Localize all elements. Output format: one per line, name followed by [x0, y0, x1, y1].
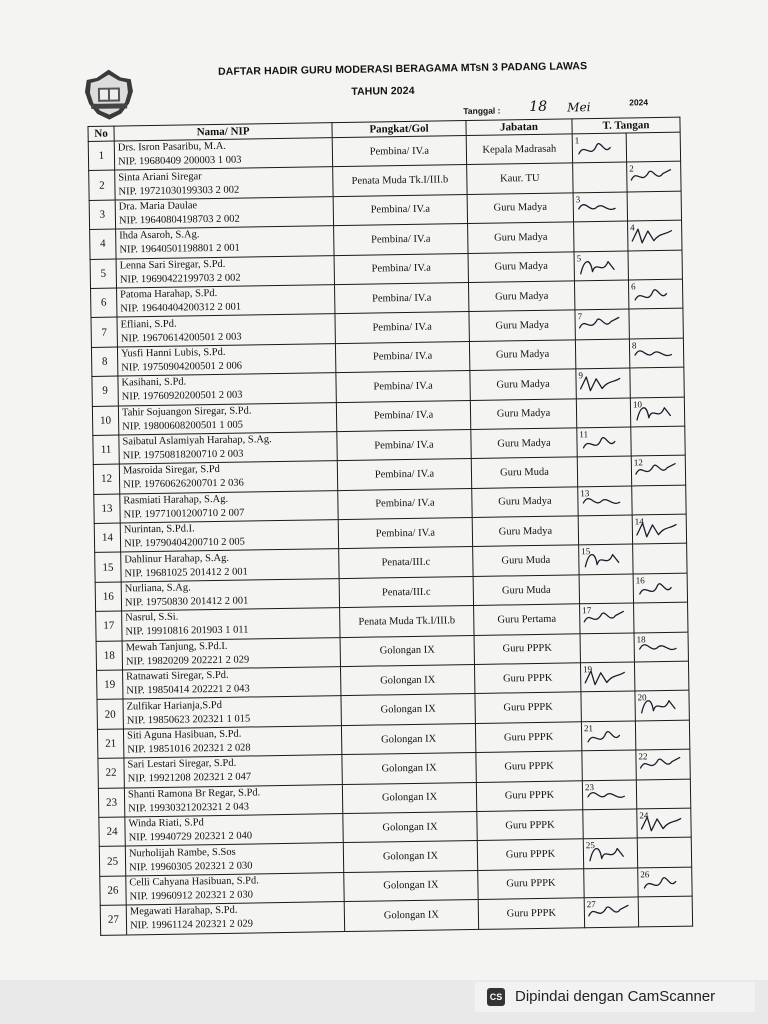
teacher-name: Saibatul Aslamiyah Harahap, S.Ag.: [122, 434, 272, 448]
signature-cell-right: [628, 279, 682, 309]
signature-number: 22: [638, 751, 648, 762]
name-nip-cell: [119, 432, 337, 465]
position-cell: Guru Muda: [473, 575, 579, 606]
teacher-nip: NIP. 19960912 202321 2 030: [129, 889, 254, 903]
handwritten-signature-icon: [585, 898, 638, 927]
signature-cell-right: [638, 896, 692, 926]
position-cell: Guru PPPK: [477, 839, 583, 870]
name-nip-cell: [121, 578, 339, 611]
signature-cell-right: [631, 426, 685, 456]
rank-cell: Golongan IX: [340, 635, 474, 666]
rank-cell: Pembina/ IV.a: [335, 341, 469, 372]
name-nip-cell: [114, 138, 332, 171]
signature-cell-right: [635, 691, 689, 721]
rank-cell: Pembina/ IV.a: [334, 253, 468, 284]
row-number: 14: [94, 523, 120, 553]
row-number: 19: [97, 670, 123, 700]
teacher-nip: NIP. 19961124 202321 2 029: [129, 918, 254, 932]
handwritten-signature-icon: [574, 192, 627, 221]
position-cell: Guru Muda: [473, 545, 579, 576]
row-number: 7: [91, 317, 117, 347]
handwritten-signature-icon: [577, 427, 630, 456]
handwritten-signature-icon: [580, 604, 633, 633]
teacher-name: Dahlinur Harahap, S.Ag.: [124, 552, 230, 566]
document-subtitle: TAHUN 2024: [351, 84, 415, 98]
teacher-nip: NIP. 19850623 202321 1 015: [126, 713, 251, 727]
teacher-name: Patoma Harahap, S.Pd.: [120, 288, 218, 301]
header-name-nip: Nama/ NIP: [114, 123, 332, 141]
teacher-nip: NIP. 19850414 202221 2 043: [126, 683, 250, 697]
signature-cell-left: [577, 427, 631, 457]
signature-cell-left: [573, 162, 627, 192]
teacher-name: Nurholijah Rambe, S.Sos: [128, 846, 236, 859]
date-month-handwritten: Mei: [567, 100, 591, 115]
document-title: DAFTAR HADIR GURU MODERASI BERAGAMA MTsN 3 PADANG LAWAS: [217, 60, 588, 78]
teacher-name: Celli Cahyana Hasibuan, S.Pd.: [129, 875, 259, 889]
position-cell: Guru PPPK: [476, 780, 582, 811]
signature-cell-left: [584, 868, 638, 898]
signature-number: 10: [632, 398, 642, 409]
handwritten-signature-icon: [583, 780, 636, 809]
name-nip-cell: [124, 755, 342, 788]
row-number: 21: [97, 729, 123, 759]
handwritten-signature-icon: [632, 456, 685, 485]
name-nip-cell: [118, 373, 336, 406]
row-number: 23: [98, 788, 124, 818]
signature-cell-left: [576, 368, 630, 398]
position-cell: Guru Madya: [472, 516, 578, 547]
date-label: Tanggal :: [463, 105, 501, 117]
signature-cell-right: [629, 309, 683, 339]
teacher-nip: NIP. 19771001200710 2 007: [123, 507, 245, 521]
signature-cell-left: [582, 750, 636, 780]
signature-number: 20: [637, 692, 647, 703]
signature-cell-left: [580, 662, 634, 692]
signature-cell-left: [577, 456, 631, 486]
teacher-nip: NIP. 19921208 202321 2 047: [127, 771, 252, 785]
handwritten-signature-icon: [573, 134, 626, 163]
signature-number: 7: [577, 311, 583, 322]
signature-cell-right: [633, 573, 687, 603]
handwritten-signature-icon: [629, 280, 682, 309]
signature-number: 11: [579, 429, 589, 440]
row-number: 4: [90, 229, 116, 259]
teacher-nip: NIP. 19960305 202321 2 030: [129, 860, 253, 873]
signature-cell-left: [580, 603, 634, 633]
handwritten-signature-icon: [627, 162, 680, 191]
row-number: 17: [96, 611, 122, 641]
signature-cell-left: [582, 780, 636, 810]
position-cell: Guru Madya: [470, 398, 576, 429]
scanner-text: Dipindai dengan CamScanner: [515, 988, 716, 1005]
rank-cell: Golongan IX: [341, 694, 475, 725]
name-nip-cell: [117, 343, 335, 376]
signature-cell-left: [573, 192, 627, 222]
signature-number: 9: [578, 370, 584, 381]
signature-cell-right: [631, 455, 685, 485]
row-number: 26: [100, 876, 126, 906]
signature-number: 23: [584, 781, 594, 792]
teacher-name: Mewah Tanjung, S.Pd.I.: [125, 640, 228, 654]
signature-cell-right: [634, 661, 688, 691]
signature-cell-right: [637, 808, 691, 838]
rank-cell: Pembina/ IV.a: [338, 488, 472, 519]
signature-number: 2: [629, 163, 634, 174]
teacher-nip: NIP. 19640804198703 2 002: [118, 213, 240, 227]
rank-cell: Golongan IX: [341, 723, 475, 754]
position-cell: Guru Madya: [467, 193, 573, 224]
rank-cell: Golongan IX: [344, 870, 478, 901]
signature-cell-left: [584, 897, 638, 927]
teacher-name: Ihda Asaroh, S.Ag.: [119, 229, 200, 242]
teacher-nip: NIP. 19680409 200003 1 003: [117, 154, 242, 168]
signature-cell-left: [575, 309, 629, 339]
signature-number: 19: [582, 664, 593, 675]
rank-cell: Pembina/ IV.a: [338, 518, 472, 549]
signature-number: 8: [631, 340, 637, 351]
signature-cell-left: [581, 691, 635, 721]
row-number: 22: [98, 758, 124, 788]
signature-cell-right: [628, 250, 682, 280]
signature-number: 15: [581, 546, 591, 557]
row-number: 9: [92, 376, 118, 406]
camscanner-icon: CS: [487, 988, 505, 1006]
signature-number: 25: [585, 840, 595, 851]
signature-cell-right: [630, 397, 684, 427]
signature-number: 4: [630, 222, 635, 233]
name-nip-cell: [122, 608, 340, 641]
rank-cell: Pembina/ IV.a: [335, 312, 469, 343]
signature-number: 5: [576, 252, 582, 263]
signature-cell-left: [583, 838, 637, 868]
signature-cell-left: [576, 398, 630, 428]
teacher-name: Nurintan, S.Pd.I.: [123, 523, 195, 536]
teacher-name: Drs. Isron Pasaribu, M.A.: [117, 141, 227, 154]
signature-cell-right: [632, 514, 686, 544]
name-nip-cell: [115, 196, 333, 229]
teacher-name: Efliani, S.Pd.: [120, 318, 177, 331]
signature-cell-right: [626, 132, 680, 162]
row-number: 6: [91, 288, 117, 318]
row-number: 20: [97, 699, 123, 729]
name-nip-cell: [121, 549, 339, 582]
teacher-name: Tahir Sojuangon Siregar, S.Pd.: [121, 405, 252, 419]
teacher-nip: NIP. 19690422199703 2 002: [119, 272, 241, 286]
signature-number: 17: [582, 605, 592, 616]
teacher-name: Kasihani, S.Pd.: [121, 376, 187, 389]
position-cell: Guru Madya: [468, 281, 574, 312]
position-cell: Guru Madya: [468, 222, 574, 253]
signature-cell-right: [630, 367, 684, 397]
signature-number: 3: [575, 194, 581, 205]
teacher-name: Yusfi Hanni Lubis, S.Pd.: [120, 346, 226, 360]
signature-cell-right: [636, 779, 690, 809]
rank-cell: Golongan IX: [343, 841, 477, 872]
handwritten-signature-icon: [631, 397, 684, 426]
signature-number: 26: [640, 869, 650, 880]
scanner-footer: [475, 982, 755, 1012]
handwritten-signature-icon: [579, 545, 632, 574]
signature-cell-left: [574, 251, 628, 281]
rank-cell: Pembina/ IV.a: [334, 224, 468, 255]
header-position: Jabatan: [466, 119, 572, 136]
rank-cell: Penata Muda Tk.I/III.b: [340, 606, 474, 637]
rank-cell: Golongan IX: [343, 811, 477, 842]
name-nip-cell: [122, 637, 340, 670]
position-cell: Guru Madya: [470, 369, 576, 400]
name-nip-cell: [125, 843, 343, 876]
position-cell: Guru Madya: [472, 487, 578, 518]
rank-cell: Golongan IX: [342, 782, 476, 813]
signature-cell-left: [578, 515, 632, 545]
teacher-nip: NIP. 19930321202321 2 043: [128, 801, 250, 815]
name-nip-cell: [118, 402, 336, 435]
name-nip-cell: [120, 520, 338, 553]
name-nip-cell: [120, 490, 338, 523]
name-nip-cell: [125, 814, 343, 847]
signature-number: 18: [636, 633, 646, 645]
handwritten-signature-icon: [638, 867, 691, 896]
rank-cell: Pembina/ IV.a: [336, 371, 470, 402]
position-cell: Guru Pertama: [474, 604, 580, 635]
handwritten-signature-icon: [636, 750, 689, 779]
name-nip-cell: [119, 461, 337, 494]
signature-cell-right: [627, 191, 681, 221]
row-number: 10: [92, 406, 118, 436]
teacher-nip: NIP. 19800608200501 1 005: [122, 419, 244, 433]
teacher-name: Masroida Siregar, S.Pd: [122, 464, 220, 477]
signature-cell-left: [578, 486, 632, 516]
signature-cell-right: [627, 162, 681, 192]
handwritten-signature-icon: [582, 721, 635, 750]
handwritten-signature-icon: [637, 809, 690, 838]
rank-cell: Pembina/ IV.a: [334, 282, 468, 313]
signature-number: 13: [580, 487, 590, 498]
teacher-nip: NIP. 19750904200501 2 006: [121, 360, 243, 374]
teacher-nip: NIP. 19750830 201412 2 001: [124, 595, 249, 609]
row-number: 15: [95, 552, 121, 582]
position-cell: Guru Madya: [469, 310, 575, 341]
signature-cell-left: [572, 133, 626, 163]
teacher-nip: NIP. 19670614200501 2 003: [120, 331, 242, 345]
teacher-name: Zulfikar Harianja,S.Pd: [126, 699, 223, 713]
signature-cell-left: [574, 221, 628, 251]
position-cell: Guru Muda: [471, 457, 577, 488]
teacher-name: Siti Aguna Hasibuan, S.Pd.: [126, 728, 242, 742]
position-cell: Kaur. TU: [467, 163, 573, 194]
teacher-name: Sinta Ariani Siregar: [118, 170, 202, 184]
name-nip-cell: [123, 696, 341, 729]
signature-cell-right: [629, 338, 683, 368]
position-cell: Guru Madya: [468, 251, 574, 282]
name-nip-cell: [117, 314, 335, 347]
row-number: 1: [88, 141, 114, 171]
signature-cell-right: [634, 632, 688, 662]
teacher-name: Winda Riati, S.Pd: [128, 817, 204, 830]
signature-cell-right: [633, 544, 687, 574]
handwritten-signature-icon: [576, 369, 629, 398]
signature-number: 24: [639, 810, 649, 821]
teacher-name: Nasrul, S.Si.: [125, 612, 179, 624]
rank-cell: Penata/III.c: [339, 576, 473, 607]
row-number: 3: [89, 200, 115, 230]
table-body: [88, 132, 692, 935]
signature-number: 1: [574, 135, 580, 146]
row-number: 16: [95, 582, 121, 612]
name-nip-cell: [126, 872, 344, 905]
name-nip-cell: [117, 285, 335, 318]
signature-cell-right: [635, 720, 689, 750]
name-nip-cell: [124, 784, 342, 817]
teacher-nip: NIP. 19721030199303 2 002: [118, 184, 240, 198]
name-nip-cell: [123, 725, 341, 758]
signature-cell-right: [638, 867, 692, 897]
name-nip-cell: [126, 902, 344, 935]
row-number: 18: [96, 641, 122, 671]
name-nip-cell: [116, 255, 334, 288]
date-year: 2024: [629, 97, 649, 108]
teacher-name: Megawati Harahap, S.Pd.: [129, 905, 238, 918]
teacher-name: Sari Lestari Siregar, S.Pd.: [127, 758, 237, 771]
rank-cell: Golongan IX: [342, 753, 476, 784]
handwritten-signature-icon: [628, 221, 681, 250]
header-rank: Pangkat/Gol: [332, 121, 466, 138]
signature-number: 16: [635, 575, 645, 586]
teacher-name: Lenna Sari Siregar, S.Pd.: [119, 258, 226, 272]
signature-cell-right: [632, 485, 686, 515]
rank-cell: Golongan IX: [340, 665, 474, 696]
signature-number: 14: [634, 516, 644, 527]
handwritten-signature-icon: [581, 663, 634, 692]
row-number: 27: [100, 905, 126, 935]
signature-cell-left: [581, 721, 635, 751]
teacher-nip: NIP. 19790404200710 2 005: [123, 536, 245, 550]
header-no: No: [88, 126, 114, 141]
signature-cell-left: [580, 633, 634, 663]
name-nip-cell: [115, 167, 333, 200]
position-cell: Guru PPPK: [476, 751, 582, 782]
position-cell: Guru Madya: [469, 340, 575, 371]
position-cell: Guru PPPK: [474, 663, 580, 694]
rank-cell: Pembina/ IV.a: [336, 400, 470, 431]
handwritten-signature-icon: [633, 515, 686, 544]
rank-cell: Pembina/ IV.a: [332, 136, 466, 167]
handwritten-signature-icon: [575, 310, 628, 339]
teacher-name: Nurliana, S.Ag.: [124, 582, 191, 595]
teacher-nip: NIP. 19640501198801 2 001: [119, 242, 240, 256]
position-cell: Guru PPPK: [477, 810, 583, 841]
teacher-nip: NIP. 19851016 202321 2 028: [127, 742, 251, 756]
signature-cell-left: [574, 280, 628, 310]
signature-cell-right: [628, 220, 682, 250]
row-number: 8: [91, 347, 117, 377]
position-cell: Guru PPPK: [475, 692, 581, 723]
signature-number: 21: [583, 722, 594, 734]
name-nip-cell: [116, 226, 334, 259]
header-signature: T. Tangan: [572, 117, 680, 134]
teacher-nip: NIP. 19940729 202321 2 040: [128, 830, 253, 844]
name-nip-cell: [123, 667, 341, 700]
handwritten-signature-icon: [630, 338, 683, 367]
signature-cell-left: [579, 544, 633, 574]
rank-cell: Pembina/ IV.a: [337, 429, 471, 460]
teacher-name: Dra. Maria Daulae: [118, 200, 198, 213]
teacher-nip: NIP. 19760626200701 2 036: [123, 478, 244, 491]
signature-number: 27: [586, 899, 596, 910]
rank-cell: Pembina/ IV.a: [333, 194, 467, 225]
handwritten-signature-icon: [584, 839, 637, 868]
signature-number: 12: [633, 457, 643, 468]
handwritten-signature-icon: [634, 573, 687, 602]
date-day-handwritten: 18: [529, 98, 548, 116]
signature-cell-left: [583, 809, 637, 839]
teacher-nip: NIP. 19760920200501 2 003: [121, 389, 243, 403]
row-number: 5: [90, 259, 116, 289]
position-cell: Guru PPPK: [478, 898, 584, 929]
teacher-name: Shanti Ramona Br Regar, S.Pd.: [127, 787, 261, 801]
attendance-page: [86, 23, 692, 952]
teacher-nip: NIP. 19681025 201412 2 001: [124, 566, 248, 580]
row-number: 12: [93, 464, 119, 494]
position-cell: Kepala Madrasah: [466, 134, 572, 165]
handwritten-signature-icon: [635, 691, 688, 720]
handwritten-signature-icon: [635, 632, 688, 661]
attendance-table: [87, 117, 693, 936]
teacher-nip: NIP. 19750818200710 2 003: [122, 448, 244, 462]
signature-number: 6: [630, 281, 636, 292]
signature-cell-left: [579, 574, 633, 604]
row-number: 11: [93, 435, 119, 465]
rank-cell: Penata/III.c: [339, 547, 473, 578]
rank-cell: Pembina/ IV.a: [337, 459, 471, 490]
rank-cell: Golongan IX: [344, 900, 478, 931]
row-number: 13: [94, 494, 120, 524]
signature-cell-right: [634, 602, 688, 632]
row-number: 25: [99, 846, 125, 876]
signature-cell-right: [637, 837, 691, 867]
position-cell: Guru PPPK: [474, 633, 580, 664]
teacher-name: Rasmiati Harahap, S.Ag.: [123, 493, 229, 507]
teacher-nip: NIP. 19910816 201903 1 011: [125, 624, 249, 638]
signature-cell-left: [575, 339, 629, 369]
teacher-nip: NIP. 19640404200312 2 001: [120, 301, 242, 315]
handwritten-signature-icon: [578, 486, 631, 515]
position-cell: Guru Madya: [471, 428, 577, 459]
row-number: 2: [89, 170, 115, 200]
position-cell: Guru PPPK: [475, 722, 581, 753]
teacher-nip: NIP. 19820209 202221 2 029: [125, 654, 250, 668]
teacher-name: Ratnawati Siregar, S.Pd.: [126, 670, 229, 683]
position-cell: Guru PPPK: [478, 869, 584, 900]
rank-cell: Penata Muda Tk.I/III.b: [333, 165, 467, 196]
row-number: 24: [99, 817, 125, 847]
handwritten-signature-icon: [575, 251, 628, 280]
signature-cell-right: [636, 749, 690, 779]
